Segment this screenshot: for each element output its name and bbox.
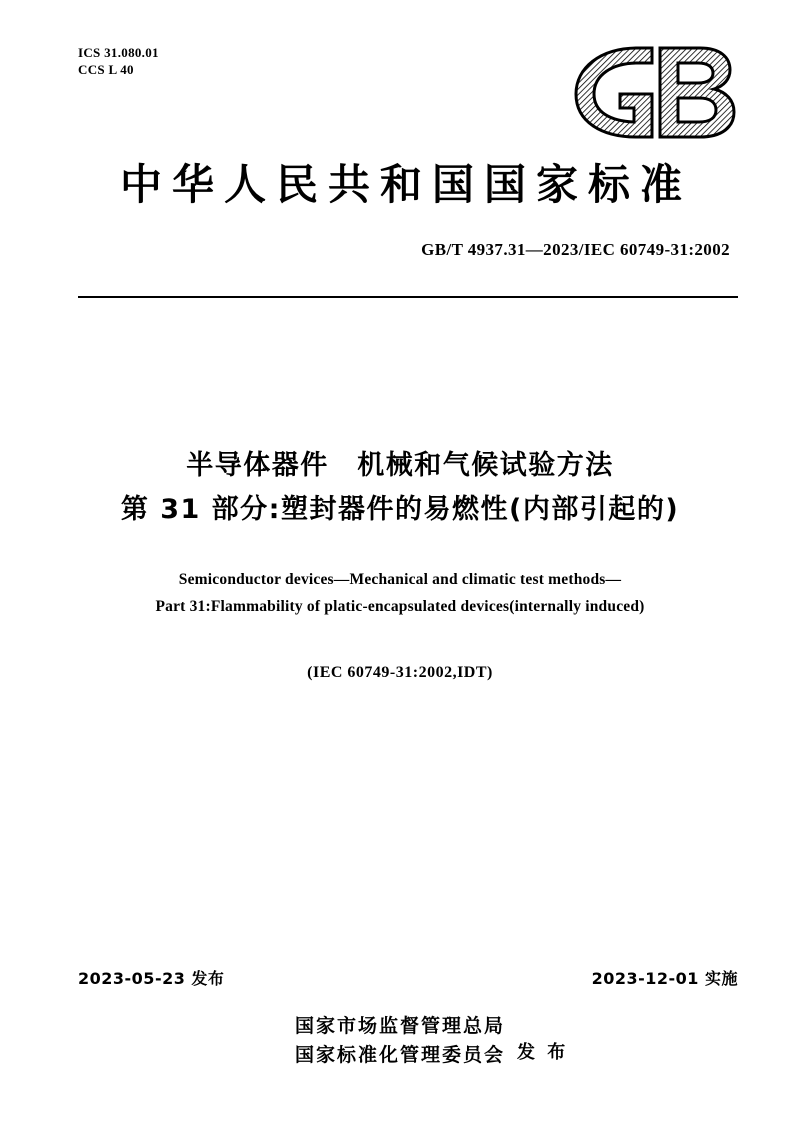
divider (78, 296, 738, 298)
ccs-code: CCS L 40 (78, 62, 134, 77)
page-title: 中华人民共和国国家标准 (119, 160, 692, 209)
standard-number: GB/T 4937.31—2023/IEC 60749-31:2002 (421, 240, 730, 259)
idt-note: (IEC 60749-31:2002,IDT) (307, 664, 493, 681)
issuer-line-2: 国家标准化管理委员会 (294, 1044, 505, 1066)
title-chinese-line1: 半导体器件 机械和气候试验方法 (186, 450, 614, 481)
classification-codes (78, 44, 159, 78)
issuing-authorities (0, 1012, 800, 1070)
date-row (78, 966, 738, 989)
title-english (0, 566, 800, 620)
title-chinese (0, 444, 800, 532)
title-english-line2: Part 31:Flammability of platic-encapsulated devices(internally induced) (155, 598, 645, 615)
title-english-line1: Semiconductor devices—Mechanical and climatic test methods— (178, 571, 622, 588)
title-chinese-line2: 第 31 部分:塑封器件的易燃性(内部引起的) (120, 494, 680, 525)
publish-label: 发 布 (517, 1042, 569, 1063)
ics-code: ICS 31.080.01 (78, 45, 159, 60)
implementation-date: 2023-12-01 实施 (591, 969, 738, 988)
gb-logo (568, 42, 738, 142)
issue-date: 2023-05-23 发布 (78, 969, 225, 988)
issuer-line-1: 国家市场监督管理总局 (294, 1015, 505, 1037)
